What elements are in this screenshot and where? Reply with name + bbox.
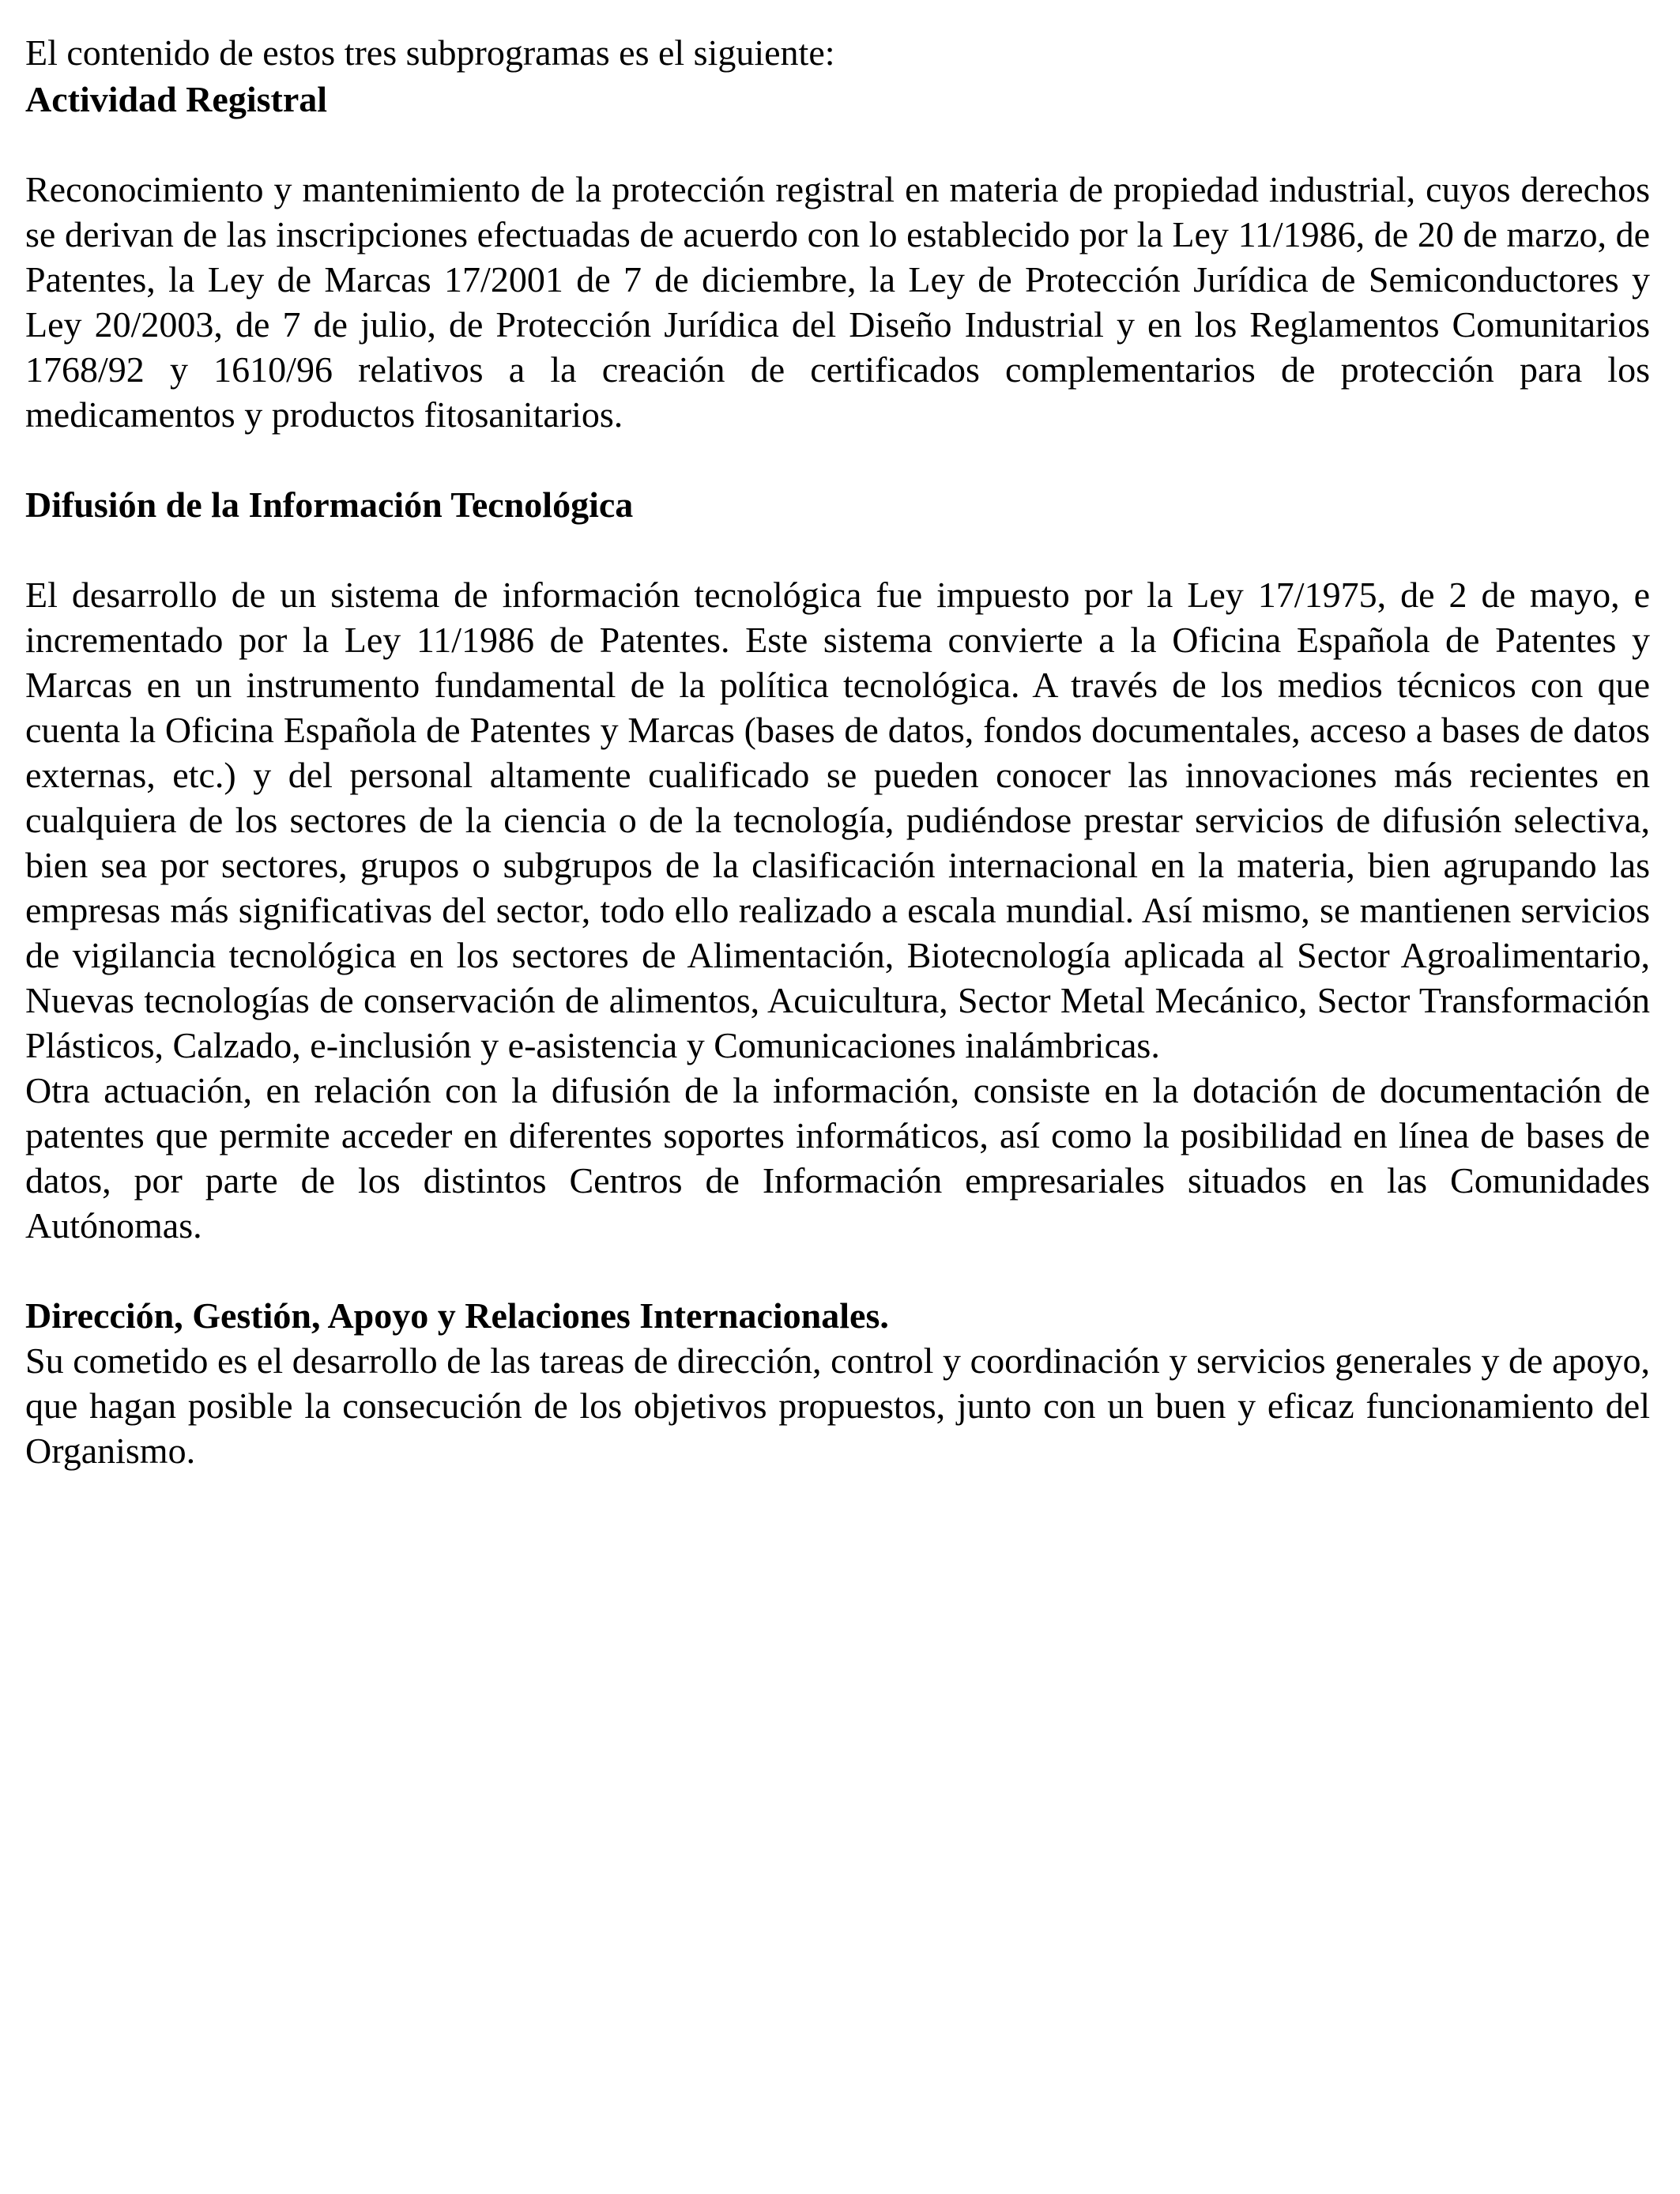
paragraph-otra-actuacion: Otra actuación, en relación con la difusión de la información, consiste en la dotación de documentación de patentes que permite acceder en diferentes soportes informáticos, así como la posibilidad en línea de bases de datos, por parte de los distintos Centros de Información empresariales situados en las Comunidades Autónomas. [25,1070,1650,1246]
heading-actividad-registral: Actividad Registral [25,79,328,119]
paragraph-difusion-informacion: El desarrollo de un sistema de información tecnológica fue impuesto por la Ley 17/1975, de 2 de mayo, e incrementado por la Ley 11/1986 de Patentes. Este sistema convierte a la Oficina Española de Patentes y Marcas en un instrumento fundamental de la política tecnológica. A través de los medios técnicos con que cuenta la Oficina Española de Patentes y Marcas (bases de datos, fondos documentales, acceso a bases de datos externas, etc.) y del personal altamente cualificado se pueden conocer las innovaciones más recientes en cualquiera de los sectores de la ciencia o de la tecnología, pudiéndose prestar servicios de difusión selectiva, bien sea por sectores, grupos o subgrupos de la clasificación internacional en la materia, bien agrupando las empresas más significativas del sector, todo ello realizado a escala mundial. Así mismo, se mantienen servicios de vigilancia tecnológica en los sectores de Alimentación, Biotecnología aplicada al Sector Agroalimentario, Nuevas tecnologías de conservación de alimentos, Acuicultura, Sector Metal Mecánico, Sector Transformación Plásticos, Calzado, e-inclusión y e-asistencia y Comunicaciones inalámbricas. [25,575,1650,1065]
heading-direccion-gestion: Dirección, Gestión, Apoyo y Relaciones Internacionales. [25,1295,889,1336]
heading-difusion-informacion: Difusión de la Información Tecnológica [25,484,634,525]
paragraph-direccion-gestion: Su cometido es el desarrollo de las tareas de dirección, control y coordinación y servicios generales y de apoyo, que hagan posible la consecución de los objetivos propuestos, junto con un buen y eficaz funcionamiento del Organismo. [25,1340,1650,1471]
intro-text: El contenido de estos tres subprogramas es el siguiente: [25,32,835,73]
document-page [25,30,1650,1473]
paragraph-actividad-registral: Reconocimiento y mantenimiento de la protección registral en materia de propiedad industrial, cuyos derechos se derivan de las inscripciones efectuadas de acuerdo con lo establecido por la Ley 11/1986, de 20 de marzo, de Patentes, la Ley de Marcas 17/2001 de 7 de diciembre, la Ley de Protección Jurídica de Semiconductores y Ley 20/2003, de 7 de julio, de Protección Jurídica del Diseño Industrial y en los Reglamentos Comunitarios 1768/92 y 1610/96 relativos a la creación de certificados complementarios de protección para los medicamentos y productos fitosanitarios. [25,169,1650,435]
